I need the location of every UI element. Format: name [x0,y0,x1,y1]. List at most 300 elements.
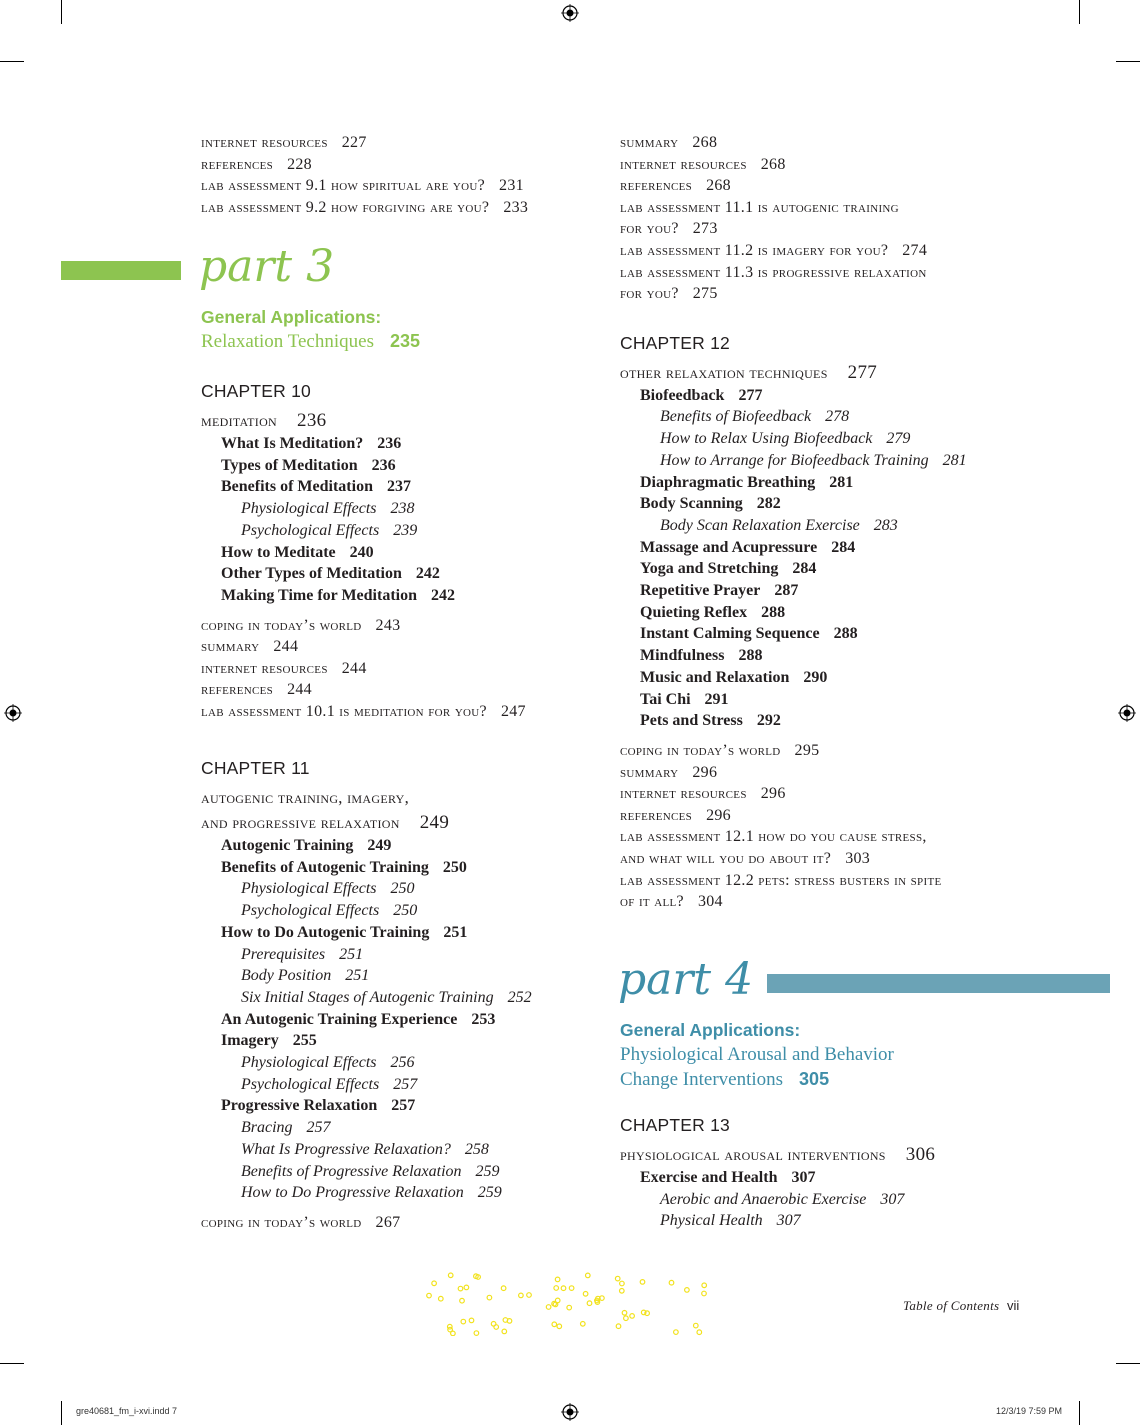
entry-page: 257 [306,1119,331,1137]
decorative-dot [487,1295,492,1300]
chapter-12-page: 277 [847,361,878,383]
toc-entry-page: 296 [706,806,731,824]
section-entry [620,710,1090,732]
section-entry [620,385,1090,407]
decorative-dot [427,1293,432,1298]
part4-bar [767,974,1110,993]
decorative-dot [702,1291,707,1296]
entry-page: 277 [738,386,763,404]
entry-label: Repetitive Prayer [640,582,761,600]
toc-entry-page: 228 [287,155,312,173]
toc-entry-label: summary [201,638,260,656]
entry-page: 284 [831,538,856,556]
entry-page: 251 [339,945,364,963]
slug-file: gre40681_fm_i-xvi.indd 7 [76,1406,178,1416]
decorative-dot [527,1293,532,1298]
decorative-dot [458,1286,463,1291]
entry-label: Body Position [241,967,332,985]
decorative-dot [624,1316,629,1321]
decorative-dot [448,1273,453,1278]
lab-12-2-line2 [620,891,1090,913]
entry-page: 281 [942,451,967,469]
entry-page: 251 [443,923,468,941]
section-entry [201,1095,611,1117]
section-entry [201,542,611,564]
entry-page: 291 [704,690,729,708]
decorative-dot [555,1277,560,1282]
toc-entry [620,175,1090,197]
entry-page: 279 [886,430,911,448]
chapter-10-title [201,408,611,433]
subsection-entry [201,498,611,520]
entry-label: How to Do Progressive Relaxation [241,1184,464,1202]
decorative-dot [546,1305,551,1310]
toc-entry [620,805,1090,827]
entry-page: 284 [792,560,817,578]
lab-12-2-line2-text: of it all? [620,893,684,911]
decorative-dot [620,1281,625,1286]
chapter-13-label: CHAPTER 13 [620,1115,730,1135]
entry-page: 249 [367,837,392,854]
entry-page: 288 [738,647,763,665]
entry-label: How to Meditate [221,543,336,561]
section-entry [620,667,1090,689]
entry-page: 288 [833,625,858,643]
chapter-11-page: 249 [419,812,450,833]
entry-page: 237 [386,478,411,496]
subsection-entry [201,878,611,900]
crop-mark [1079,1401,1080,1425]
entry-page: 239 [393,521,418,539]
entry-page: 290 [803,668,828,686]
section-entry [620,645,1090,667]
entry-label: Mindfulness [640,647,725,665]
toc-entry [201,679,611,701]
decorative-dot [464,1285,469,1290]
part4-heading-block [620,1018,1090,1092]
toc-entry-label: lab assessment 10.1 is meditation for you? [201,703,487,720]
left-top-entries [201,132,601,218]
chapter-12-label: CHAPTER 12 [620,332,730,353]
part3-subtitle [201,329,601,354]
toc-entry-label: internet resources [620,785,747,803]
chapter-12-items [620,385,1090,732]
subsection-entry [201,1161,611,1183]
footer-page-number: vii [1007,1298,1020,1313]
lab-11-1-line2-text: for you? [620,220,679,238]
decorative-dot [460,1298,465,1303]
entry-label: Autogenic Training [221,837,354,854]
decorative-dot [557,1324,562,1329]
part3-heading-block [201,305,601,354]
chapter-10-title-text: meditation [201,411,278,430]
entry-page: 307 [791,1169,816,1186]
subsection-entry [620,1210,1090,1232]
decorative-dot [561,1286,566,1291]
toc-entry-page: 244 [341,659,367,677]
chapter-13-items [620,1167,1090,1232]
toc-entry-page: 296 [760,785,786,803]
footer-label: Table of Contents [903,1298,1000,1313]
toc-entry-label: summary [620,134,679,151]
lab-12-1-line2 [620,848,1090,870]
part4-heading: General Applications: [620,1020,801,1040]
subsection-entry [620,1189,1090,1211]
decorative-dot [461,1319,466,1324]
crop-mark [0,61,24,62]
registration-mark-icon [561,1403,579,1421]
entry-label: Benefits of Biofeedback [660,408,812,426]
subsection-entry [620,450,1090,472]
entry-label: Physiological Effects [241,1054,377,1072]
toc-entry-page: 247 [500,703,526,720]
toc-entry-page: 268 [760,155,786,173]
decorative-dot [567,1305,572,1310]
section-entry [201,433,611,455]
part4-title: part 4 [618,954,754,1005]
lab-12-1-line1: lab assessment 12.1 how do you cause stress, [620,828,927,846]
chapter-11-end-matter-right [620,132,1090,197]
entry-label: Instant Calming Sequence [640,625,820,643]
entry-label: Music and Relaxation [640,668,790,686]
toc-entry [620,740,1090,762]
entry-label: Prerequisites [241,945,326,963]
crop-mark [0,1363,24,1364]
crop-mark [61,0,62,24]
entry-page: 250 [393,902,418,920]
decorative-dot [697,1330,702,1335]
lab-11-3-line2 [620,283,1090,305]
section-entry [201,476,611,498]
subsection-entry [620,428,1090,450]
entry-label: Massage and Acupressure [640,538,818,556]
lab-11-2-page: 274 [902,241,928,259]
toc-entry [620,762,1090,784]
toc-entry-label: internet resources [201,134,328,151]
chapter-11-title-line1: autogenic training, imagery, [201,788,409,807]
subsection-entry [201,944,611,966]
chapter-12-title-text: other relaxation techniques [620,362,828,382]
entry-page: 255 [292,1032,317,1050]
subsection-entry [201,1139,611,1161]
subsection-entry [201,965,611,987]
subsection-entry [201,987,611,1009]
chapter-11-title-line2-text: and progressive relaxation [201,813,400,832]
entry-page: 256 [390,1054,415,1072]
part3-page: 235 [389,331,421,351]
decorative-dot [569,1286,574,1291]
section-entry [201,1009,611,1031]
toc-entry [620,132,1090,154]
chapter-10-end-matter [201,615,611,723]
decorative-dot [640,1280,645,1285]
toc-entry-label: lab assessment 9.1 how spiritual are you? [201,177,486,195]
entry-label: Types of Meditation [221,456,358,474]
section-entry [620,472,1090,494]
subsection-entry [620,515,1090,537]
entry-page: 287 [774,582,799,600]
decorative-dot [432,1281,437,1286]
entry-label: Aerobic and Anaerobic Exercise [660,1190,867,1208]
toc-entry-label: internet resources [201,659,328,677]
toc-entry-page: 295 [794,742,820,759]
registration-mark-icon [1118,704,1136,722]
part4-subtitle-line1: Physiological Arousal and Behavior [620,1044,894,1065]
entry-label: Yoga and Stretching [640,560,779,578]
crop-mark [61,1401,62,1425]
registration-mark-icon [4,704,22,722]
entry-page: 253 [471,1010,496,1028]
toc-entry-page: 268 [692,134,718,151]
part3-title: part 3 [199,241,335,292]
entry-page: 283 [873,516,898,534]
section-entry [620,689,1090,711]
decorative-dot [586,1273,591,1278]
entry-label: Benefits of Autogenic Training [221,858,429,876]
section-entry [620,602,1090,624]
entry-page: 257 [393,1075,418,1093]
lab-11-1-line1: lab assessment 11.1 is autogenic training [620,198,899,216]
toc-entry-label: references [201,681,274,699]
decorative-dot [581,1322,586,1327]
toc-entry [201,701,611,723]
entry-label: An Autogenic Training Experience [221,1010,458,1028]
toc-entry [201,658,611,680]
decorative-dot [616,1324,621,1329]
entry-label: Making Time for Meditation [221,586,417,604]
decorative-dot [474,1331,479,1336]
decorative-dots [425,1272,720,1336]
decorative-dot [587,1301,592,1306]
entry-page: 236 [371,456,396,474]
section-entry [201,585,611,607]
subsection-entry [201,1182,611,1204]
entry-page: 250 [390,880,415,898]
entry-page: 236 [377,435,402,452]
subsection-entry [201,900,611,922]
entry-label: Progressive Relaxation [221,1097,378,1115]
entry-label: Benefits of Progressive Relaxation [241,1162,462,1180]
subsection-entry [201,1074,611,1096]
toc-entry-label: lab assessment 9.2 how forgiving are you? [201,198,490,216]
toc-entry [201,636,611,658]
decorative-dot [501,1286,506,1291]
subsection-entry [201,1052,611,1074]
toc-entry-label: references [201,155,274,173]
chapter-11-label: CHAPTER 11 [201,758,310,778]
part3-subtitle-text: Relaxation Techniques [201,331,374,352]
toc-entry-page: 244 [273,638,299,656]
decorative-dot [439,1296,444,1301]
lab-11-3-line1: lab assessment 11.3 is progressive relaxation [620,263,927,281]
chapter-13-title-text: physiological arousal interventions [620,1145,886,1164]
entry-page: 251 [345,967,370,985]
chapter13-block [620,1088,1090,1232]
toc-entry-label: coping in today’s world [620,742,781,759]
lab-11-2-text: lab assessment 11.2 is imagery for you? [620,241,889,259]
toc-entry-label: summary [620,763,679,781]
toc-entry-page: 233 [503,198,529,216]
entry-label: Six Initial Stages of Autogenic Training [241,988,494,1006]
entry-label: What Is Meditation? [221,435,364,452]
part4-subtitle-line2-text: Change Interventions [620,1069,784,1090]
toc-entry-label: internet resources [620,155,747,173]
entry-page: 250 [442,858,467,876]
entry-page: 288 [761,603,786,621]
toc-entry [201,175,601,197]
entry-page: 292 [756,712,781,730]
toc-entry [201,1212,611,1234]
chapter-13-title [620,1142,1090,1167]
toc-entry-page: 268 [706,177,731,195]
entry-label: Psychological Effects [241,1075,380,1093]
entry-label: Body Scanning [640,495,743,513]
decorative-dot [552,1322,557,1327]
lab-12-1-line2-text: and what will you do about it? [620,849,832,867]
toc-entry-label: references [620,177,693,195]
entry-label: Physiological Effects [241,880,377,898]
part4-page: 305 [799,1069,830,1089]
entry-label: How to Arrange for Biofeedback Training [660,451,929,469]
decorative-dot [469,1318,474,1323]
decorative-dot [555,1298,560,1303]
entry-label: Exercise and Health [640,1169,778,1186]
crop-mark [1079,0,1080,24]
decorative-dot [702,1283,707,1288]
chapter10-block [201,354,611,723]
lab-11-3-line2-text: for you? [620,285,679,303]
entry-label: Body Scan Relaxation Exercise [660,516,860,534]
entry-label: Quieting Reflex [640,603,748,621]
entry-page: 281 [829,473,854,491]
entry-page: 282 [756,495,781,513]
lab-12-1-page: 303 [845,849,871,867]
entry-page: 242 [415,565,440,583]
lab-11-1-page: 273 [692,220,718,238]
lab-12-2-page: 304 [697,893,723,911]
entry-page: 252 [507,988,532,1006]
part3-heading: General Applications: [201,307,382,327]
subsection-entry [201,520,611,542]
decorative-dot [620,1289,625,1294]
toc-entry-label: references [620,806,693,824]
section-entry [201,563,611,585]
chapter-12-end-matter [620,740,1090,826]
chapter-11-title-line2 [201,810,611,835]
left-column [201,132,601,218]
toc-entry [201,132,601,154]
entry-label: Physiological Effects [241,500,377,518]
subsection-entry [620,406,1090,428]
toc-entry-page: 231 [499,177,524,195]
toc-entry-page: 243 [375,616,401,634]
section-entry [620,1167,1090,1189]
decorative-dot [502,1329,507,1334]
entry-label: Bracing [241,1119,293,1137]
section-entry [201,455,611,477]
entry-label: Biofeedback [640,386,725,404]
decorative-dot [615,1276,620,1281]
decorative-dot [694,1323,699,1328]
entry-label: Psychological Effects [241,902,380,920]
chapter-11-end-matter-left [201,1212,611,1234]
decorative-dot [674,1330,679,1335]
section-entry [620,558,1090,580]
chapter-10-label: CHAPTER 10 [201,381,311,401]
entry-page: 257 [391,1097,416,1115]
decorative-dot [554,1286,559,1291]
entry-label: Psychological Effects [241,521,380,539]
slug-date: 12/3/19 7:59 PM [996,1406,1063,1416]
chapter11-block [201,731,611,1234]
decorative-dot [685,1288,690,1293]
registration-mark-icon [561,4,579,22]
decorative-dot [622,1311,627,1316]
toc-entry [201,615,611,637]
section-entry [201,922,611,944]
entry-label: Tai Chi [640,690,691,708]
part3-bar [61,261,181,280]
entry-label: Other Types of Meditation [221,565,402,583]
toc-entry [620,783,1090,805]
entry-page: 259 [477,1184,502,1202]
section-entry [620,623,1090,645]
entry-label: How to Do Autogenic Training [221,923,430,941]
entry-page: 278 [825,408,850,426]
toc-entry-label: coping in today’s world [201,1213,362,1231]
crop-mark [1116,1363,1140,1364]
decorative-dot [519,1293,524,1298]
entry-label: Pets and Stress [640,712,743,730]
decorative-dot [630,1314,635,1319]
chapter-13-page: 306 [905,1144,936,1165]
decorative-dot [583,1292,588,1297]
crop-mark [1116,61,1140,62]
toc-entry-page: 296 [692,763,718,781]
section-entry [201,1030,611,1052]
right-column [620,132,1090,913]
toc-entry-page: 227 [341,134,367,151]
lab-11-2 [620,240,1090,262]
decorative-dot [491,1322,496,1327]
chapter-11-items [201,835,611,1204]
toc-entry-page: 267 [375,1213,401,1231]
toc-entry-page: 244 [287,681,312,699]
chapter-10-page: 236 [297,410,327,431]
chapter-10-items [201,433,611,607]
entry-label: How to Relax Using Biofeedback [660,430,873,448]
toc-entry-label: coping in today’s world [201,616,362,634]
entry-label: Physical Health [660,1212,763,1230]
section-entry [620,580,1090,602]
chapter-12-title [620,360,1090,385]
entry-page: 259 [475,1162,500,1180]
entry-page: 258 [464,1140,489,1158]
toc-entry [620,154,1090,176]
entry-label: What Is Progressive Relaxation? [241,1140,451,1158]
entry-page: 307 [880,1190,905,1208]
entry-label: Diaphragmatic Breathing [640,473,816,491]
lab-11-1-line2 [620,218,1090,240]
section-entry [620,493,1090,515]
toc-entry [201,197,601,219]
subsection-entry [201,1117,611,1139]
entry-label: Imagery [221,1032,279,1050]
section-entry [201,835,611,857]
entry-label: Benefits of Meditation [221,478,373,496]
lab-11-3-page: 275 [692,285,718,303]
section-entry [620,537,1090,559]
